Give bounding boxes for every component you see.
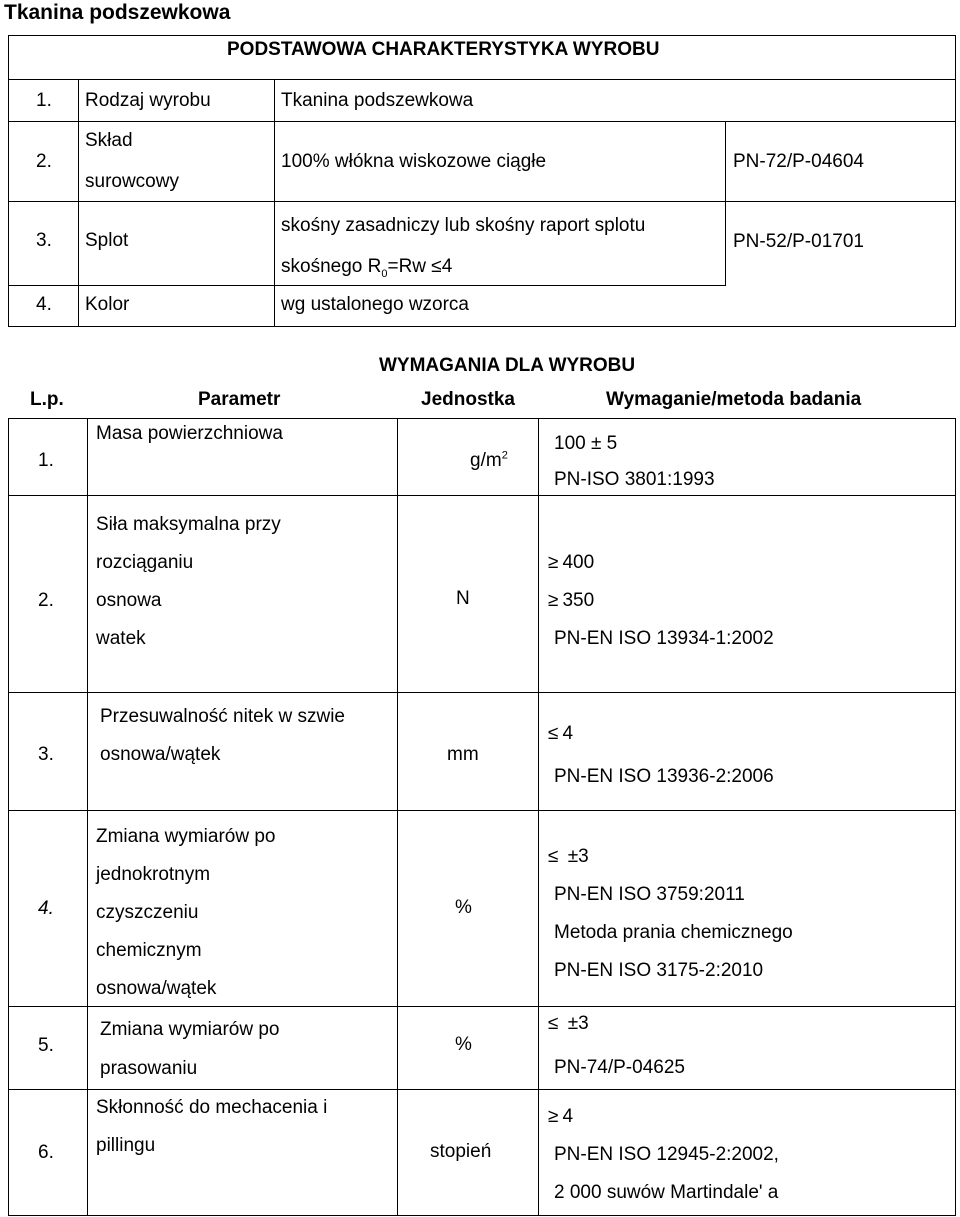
req-row-4-unit: % [455,897,472,918]
req-row-2-value-2: ≥ 350 [548,590,595,611]
page-title: Tkanina podszewkowa [4,1,231,24]
req-row-1-param: Masa powierzchniowa [96,423,283,444]
req-row-3-value: ≤ 4 [548,723,574,744]
requirements-heading: WYMAGANIA DLA WYROBU [379,355,636,376]
basic-row-2-label-1: Skład [85,130,133,151]
req-row-6-unit: stopień [430,1141,492,1162]
req-row-3-param-1: Przesuwalność nitek w szwie [100,706,345,727]
basic-row-3-norm: PN-52/P-01701 [733,231,864,252]
req-row-4-param-2: jednokrotnym [96,864,211,885]
basic-row-2-value: 100% włókna wiskozowe ciągłe [281,151,547,172]
req-row-4-method-1: PN-EN ISO 3759:2011 [554,884,745,905]
header-req: Wymaganie/metoda badania [606,389,862,410]
basic-row-4-no: 4. [36,294,52,315]
basic-row-2-norm: PN-72/P-04604 [733,151,864,172]
req-row-6-param-1: Skłonność do mechacenia i [96,1097,328,1118]
header-param: Parametr [198,389,281,410]
basic-row-1-value: Tkanina podszewkowa [281,90,474,111]
req-row-5-value: ≤ ±3 [548,1013,589,1034]
req-row-6-no: 6. [38,1142,54,1163]
req-row-4-param-3: czyszczeniu [96,902,199,923]
req-row-2-param-1: Siła maksymalna przy [96,514,281,535]
basic-row-2-label-2: surowcowy [85,171,179,192]
req-row-1-value: 100 ± 5 [554,433,618,454]
req-row-6-param-2: pillingu [96,1135,156,1156]
req-row-5-method: PN-74/P-04625 [554,1057,685,1078]
basic-row-3-value-1: skośny zasadniczy lub skośny raport splotu [281,215,646,236]
basic-row-4-label: Kolor [85,294,130,315]
header-lp: L.p. [30,389,64,410]
req-row-3-no: 3. [38,744,54,765]
req-row-6-value: ≥ 4 [548,1106,574,1127]
basic-row-1-label: Rodzaj wyrobu [85,90,211,111]
req-row-5-unit: % [455,1034,472,1055]
req-row-2-value-1: ≥ 400 [548,552,595,573]
req-row-3-param-2: osnowa/wątek [100,744,221,765]
req-row-1-method: PN-ISO 3801:1993 [554,469,715,490]
req-row-2-param-3: osnowa [96,590,162,611]
req-row-4-value: ≤ ±3 [548,846,589,867]
req-row-5-param-1: Zmiana wymiarów po [100,1019,280,1040]
req-row-2-method: PN-EN ISO 13934-1:2002 [554,628,774,649]
req-row-2-no: 2. [38,590,54,611]
basic-row-4-value: wg ustalonego wzorca [281,294,469,315]
req-row-3-unit: mm [447,744,479,765]
req-row-2-param-2: rozciąganiu [96,552,194,573]
req-row-6-method-2: 2 000 suwów Martindale' a [554,1182,779,1203]
req-row-6-method-1: PN-EN ISO 12945-2:2002, [554,1144,779,1165]
req-row-1-no: 1. [38,450,54,471]
req-row-4-method-3: PN-EN ISO 3175-2:2010 [554,960,764,981]
req-row-2-unit: N [456,588,470,609]
header-unit: Jednostka [421,389,515,410]
basic-row-3-no: 3. [36,230,52,251]
basic-row-1-no: 1. [36,90,52,111]
basic-heading: PODSTAWOWA CHARAKTERYSTYKA WYROBU [227,39,660,60]
req-row-2-param-4: watek [96,628,146,649]
req-row-4-param-5: osnowa/wątek [96,978,217,999]
req-row-5-no: 5. [38,1035,54,1056]
req-row-4-param-1: Zmiana wymiarów po [96,826,276,847]
basic-row-3-value-2: skośnego $R_0=Rw \le 4$ [281,256,453,280]
basic-row-3-label: Splot [85,230,129,251]
req-row-1-unit: $g/m^2$ [470,449,508,471]
basic-row-2-no: 2. [36,151,52,172]
req-row-3-method: PN-EN ISO 13936-2:2006 [554,766,774,787]
req-row-4-method-2: Metoda prania chemicznego [554,922,793,943]
req-row-5-param-2: prasowaniu [100,1058,198,1079]
req-row-4-param-4: chemicznym [96,940,202,961]
req-row-4-no: 4. [38,898,54,919]
